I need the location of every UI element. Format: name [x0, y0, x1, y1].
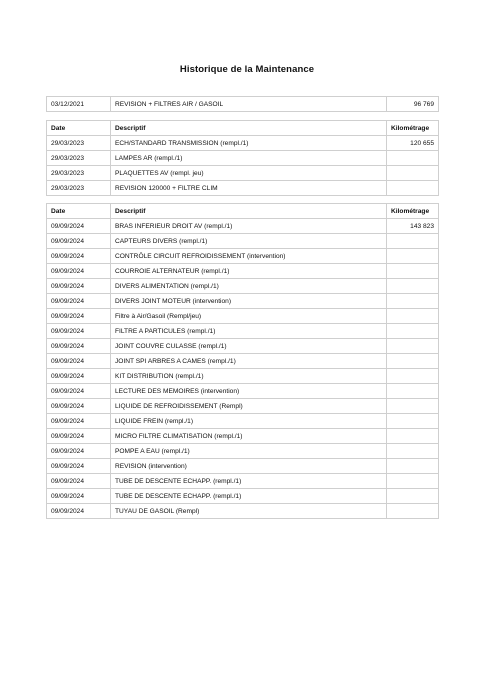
cell-date: 09/09/2024	[47, 474, 111, 489]
cell-kilometrage	[387, 166, 439, 181]
table-row	[47, 324, 439, 339]
cell-date: 09/09/2024	[47, 384, 111, 399]
cell-date: 09/09/2024	[47, 309, 111, 324]
cell-date: 29/03/2023	[47, 166, 111, 181]
cell-kilometrage	[387, 234, 439, 249]
table-row	[47, 97, 439, 112]
cell-description: DIVERS ALIMENTATION (rempl./1)	[111, 279, 387, 294]
cell-kilometrage	[387, 489, 439, 504]
cell-kilometrage	[387, 399, 439, 414]
cell-kilometrage	[387, 504, 439, 519]
cell-kilometrage	[387, 309, 439, 324]
table-row	[47, 354, 439, 369]
cell-description: DIVERS JOINT MOTEUR (intervention)	[111, 294, 387, 309]
cell-date: 09/09/2024	[47, 504, 111, 519]
table-row	[47, 309, 439, 324]
cell-kilometrage	[387, 339, 439, 354]
cell-kilometrage	[387, 414, 439, 429]
table-row	[47, 444, 439, 459]
cell-date: 09/09/2024	[47, 279, 111, 294]
cell-description: TUBE DE DESCENTE ECHAPP. (rempl./1)	[111, 489, 387, 504]
cell-description: MICRO FILTRE CLIMATISATION (rempl./1)	[111, 429, 387, 444]
table-row	[47, 294, 439, 309]
table-row	[47, 414, 439, 429]
maintenance-table-2021	[46, 96, 439, 112]
cell-kilometrage	[387, 384, 439, 399]
table-row	[47, 429, 439, 444]
table-row	[47, 151, 439, 166]
cell-description: LECTURE DES MEMOIRES (intervention)	[111, 384, 387, 399]
cell-date: 09/09/2024	[47, 264, 111, 279]
cell-date: 09/09/2024	[47, 354, 111, 369]
cell-date: 29/03/2023	[47, 151, 111, 166]
cell-kilometrage: 143 823	[387, 219, 439, 234]
table-row	[47, 339, 439, 354]
table-row	[47, 166, 439, 181]
cell-date: 09/09/2024	[47, 219, 111, 234]
cell-description: CONTRÔLE CIRCUIT REFROIDISSEMENT (intervention)	[111, 249, 387, 264]
cell-description: KIT DISTRIBUTION (rempl./1)	[111, 369, 387, 384]
cell-description: LIQUIDE DE REFROIDISSEMENT (Rempl)	[111, 399, 387, 414]
cell-kilometrage	[387, 369, 439, 384]
table-header-row	[47, 204, 439, 219]
cell-date: 09/09/2024	[47, 294, 111, 309]
cell-description: FILTRE A PARTICULES (rempl./1)	[111, 324, 387, 339]
cell-kilometrage	[387, 324, 439, 339]
cell-description: COURROIE ALTERNATEUR (rempl./1)	[111, 264, 387, 279]
header-description: Descriptif	[111, 204, 387, 219]
cell-date: 09/09/2024	[47, 234, 111, 249]
cell-description: TUBE DE DESCENTE ECHAPP. (rempl./1)	[111, 474, 387, 489]
table-row	[47, 136, 439, 151]
cell-kilometrage	[387, 249, 439, 264]
cell-description: LAMPES AR (rempl./1)	[111, 151, 387, 166]
table-row	[47, 264, 439, 279]
cell-date: 09/09/2024	[47, 459, 111, 474]
table-row	[47, 181, 439, 196]
cell-kilometrage	[387, 354, 439, 369]
header-date: Date	[47, 121, 111, 136]
table-header-row	[47, 121, 439, 136]
maintenance-table-2023	[46, 120, 439, 196]
cell-date: 29/03/2023	[47, 181, 111, 196]
cell-description: PLAQUETTES AV (rempl. jeu)	[111, 166, 387, 181]
cell-date: 09/09/2024	[47, 489, 111, 504]
header-date: Date	[47, 204, 111, 219]
table-row	[47, 474, 439, 489]
cell-description: POMPE A EAU (rempl./1)	[111, 444, 387, 459]
cell-date: 09/09/2024	[47, 444, 111, 459]
table-row	[47, 459, 439, 474]
table-row	[47, 489, 439, 504]
table-row	[47, 219, 439, 234]
cell-date: 29/03/2023	[47, 136, 111, 151]
table-row	[47, 234, 439, 249]
cell-kilometrage	[387, 474, 439, 489]
cell-description: REVISION + FILTRES AIR / GASOIL	[111, 97, 387, 112]
page-title: Historique de la Maintenance	[179, 64, 315, 75]
cell-kilometrage	[387, 181, 439, 196]
cell-kilometrage	[387, 264, 439, 279]
table-row	[47, 249, 439, 264]
cell-date: 09/09/2024	[47, 324, 111, 339]
cell-description: TUYAU DE GASOIL (Rempl)	[111, 504, 387, 519]
cell-date: 09/09/2024	[47, 249, 111, 264]
header-description: Descriptif	[111, 121, 387, 136]
cell-kilometrage	[387, 429, 439, 444]
cell-date: 09/09/2024	[47, 369, 111, 384]
cell-description: BRAS INFERIEUR DROIT AV (rempl./1)	[111, 219, 387, 234]
cell-description: Filtre à Air/Gasoil (Rempl/jeu)	[111, 309, 387, 324]
cell-date: 09/09/2024	[47, 399, 111, 414]
cell-kilometrage	[387, 279, 439, 294]
table-row	[47, 384, 439, 399]
cell-date: 09/09/2024	[47, 414, 111, 429]
header-kilometrage: Kilométrage	[387, 121, 439, 136]
cell-description: REVISION 120000 + FILTRE CLIM	[111, 181, 387, 196]
table-row	[47, 399, 439, 414]
cell-description: JOINT COUVRE CULASSE (rempl./1)	[111, 339, 387, 354]
table-row	[47, 369, 439, 384]
cell-kilometrage	[387, 294, 439, 309]
cell-kilometrage: 120 655	[387, 136, 439, 151]
cell-kilometrage: 96 769	[387, 97, 439, 112]
cell-description: ECH/STANDARD TRANSMISSION (rempl./1)	[111, 136, 387, 151]
maintenance-table-2024	[46, 203, 439, 519]
cell-date: 03/12/2021	[47, 97, 111, 112]
cell-description: CAPTEURS DIVERS (rempl./1)	[111, 234, 387, 249]
cell-kilometrage	[387, 459, 439, 474]
cell-description: LIQUIDE FREIN (rempl./1)	[111, 414, 387, 429]
cell-description: REVISION (intervention)	[111, 459, 387, 474]
header-kilometrage: Kilométrage	[387, 204, 439, 219]
cell-description: JOINT SPI ARBRES A CAMES (rempl./1)	[111, 354, 387, 369]
cell-kilometrage	[387, 151, 439, 166]
cell-date: 09/09/2024	[47, 429, 111, 444]
cell-date: 09/09/2024	[47, 339, 111, 354]
cell-kilometrage	[387, 444, 439, 459]
table-row	[47, 504, 439, 519]
table-row	[47, 279, 439, 294]
